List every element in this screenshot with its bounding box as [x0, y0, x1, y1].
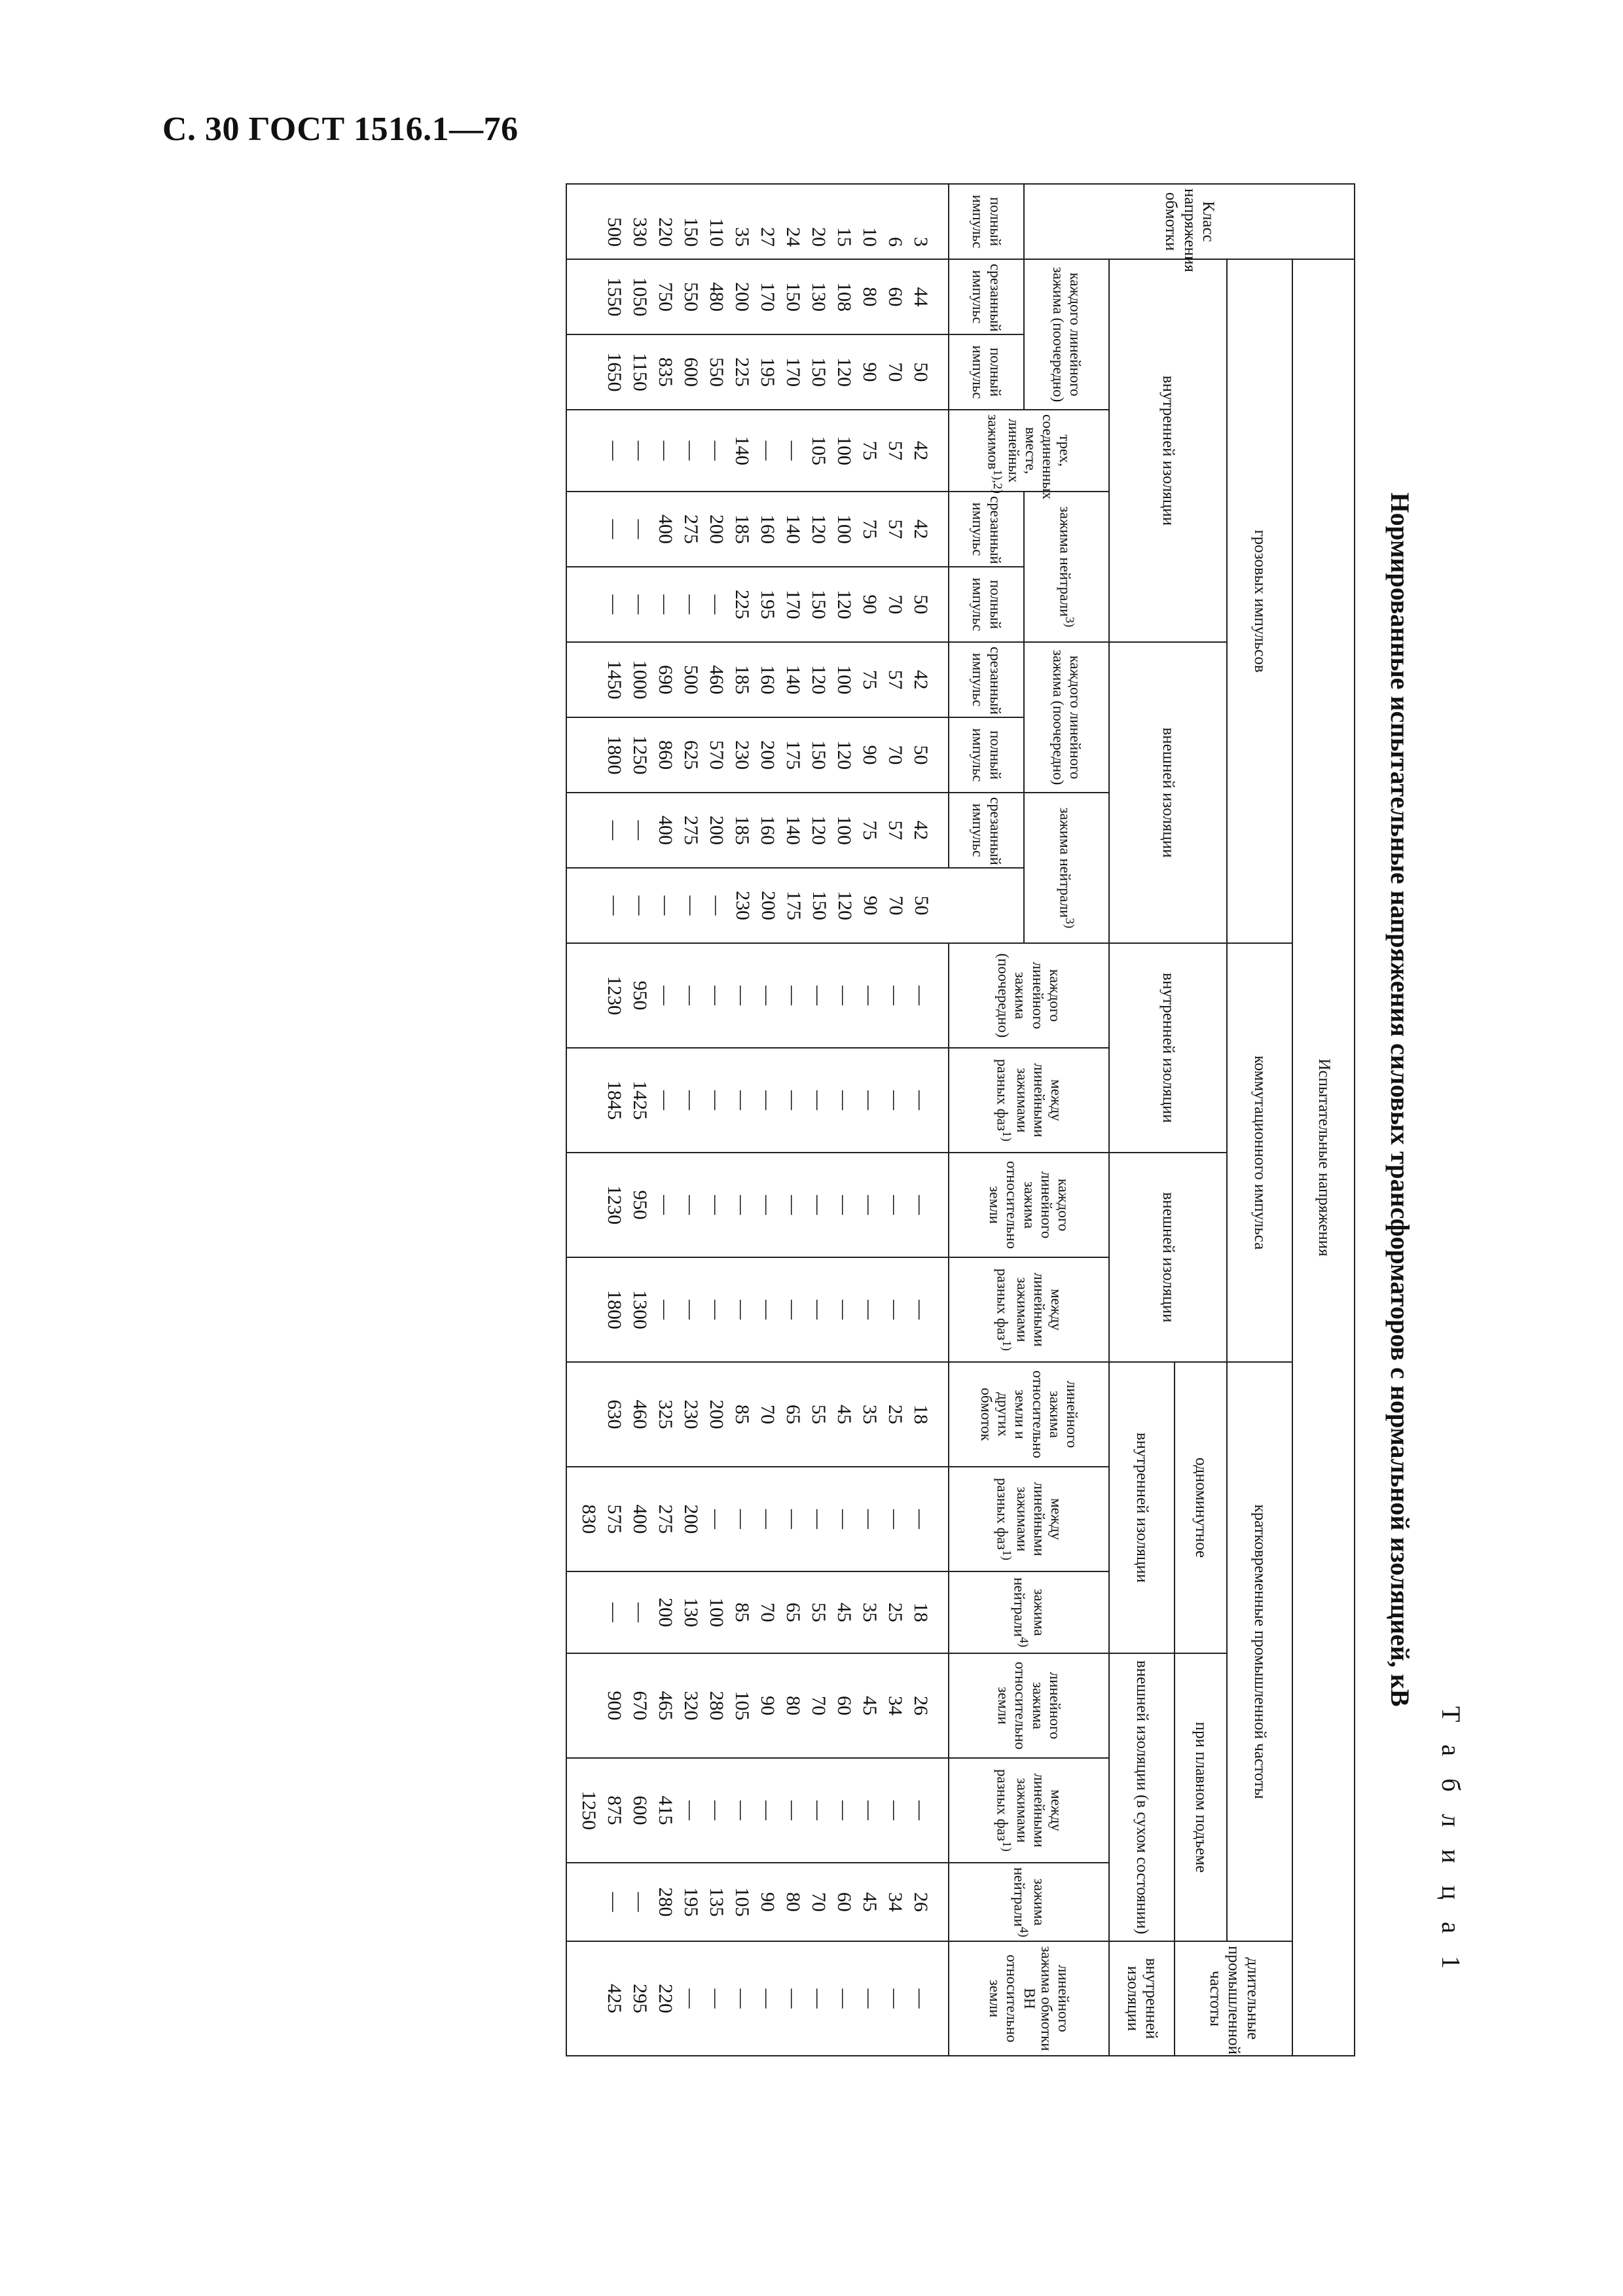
header-lightning-external: внешней изоляции [1109, 642, 1227, 943]
header-st-neutral-text: зажима нейтрали [1011, 1577, 1048, 1637]
header-sr-neutral [949, 1863, 1109, 1941]
header-test-voltages: Испытательные напряжения [1292, 259, 1355, 2056]
header-le-each-full: полный импульс [949, 567, 1024, 642]
page-header: С. 30 ГОСТ 1516.1—76 [162, 111, 519, 148]
header-st-neutral-sup: 4) [1016, 1636, 1030, 1647]
header-sr-between-phases-text: между линейными зажимами разных фаз [993, 1769, 1065, 1848]
header-st-neutral [949, 1571, 1109, 1653]
header-li-neutral [1024, 492, 1109, 642]
header-st-between-phases [949, 1467, 1109, 1571]
header-st-between-phases-text: между линейными зажимами разных фаз [993, 1478, 1065, 1556]
col-li-three-joined-full: 42 57 75 100 105 — — 140 — — — — — [566, 410, 949, 492]
col-li-each-full: 44 60 80 108 130 150 170 200 480 550 750 1050 1550 [566, 259, 949, 334]
header-smooth-rise: при плавном подъеме [1175, 1653, 1227, 1941]
header-li-each-chopped: срезанный импульс [949, 259, 1024, 334]
col-le-each-full: 42 57 75 100 120 140 160 185 460 500 690 1000 1450 [566, 642, 949, 717]
header-sw-between-phases-text: между линейными зажимами разных фаз [993, 1059, 1065, 1138]
header-sw-ext-between-phases-text: между линейными зажимами разных фаз [993, 1268, 1065, 1347]
col-st-line-earth: 18 25 35 45 55 65 70 85 200 230 325 460 630 [566, 1362, 949, 1467]
header-sw-ext-between-phases [949, 1257, 1109, 1362]
header-shortterm-internal: внутренней изоляции [1109, 1362, 1175, 1653]
table-wrap [566, 183, 1355, 2054]
col-st-neutral: 18 25 35 45 55 65 70 85 100 130 200 — — [566, 1571, 949, 1653]
header-sr-neutral-sup: 4) [1016, 1926, 1030, 1937]
header-le-neutral-sup: 3) [1063, 918, 1077, 929]
header-li-neutral-sup: 3) [1063, 617, 1077, 628]
header-sw-between-phases [949, 1048, 1109, 1153]
header-sr-between-phases [949, 1758, 1109, 1863]
header-li-three-joined-text: трех, соединенных вместе, линейных зажимов [985, 414, 1074, 499]
header-le-neutral-chopped: срезанный импульс [949, 793, 1024, 868]
col-le-each-chopped: 50 70 90 120 150 175 200 230 570 625 860 1250 1800 [566, 717, 949, 793]
header-longterm-internal: внутренней изоляции [1109, 1941, 1175, 2056]
col-le-neutral-full: 42 57 75 100 120 140 160 185 200 275 400 — — [566, 793, 949, 868]
header-li-neutral-text: зажима нейтрали [1057, 506, 1074, 617]
col-lt-line-earth: — — — — — — — — — — 220 295 425 [566, 1941, 949, 2056]
header-sr-line-earth: линейного зажима относительно земли [949, 1653, 1109, 1758]
col-sw-ext-between-phases: — — — — — — — — — — — 1300 1800 [566, 1257, 949, 1362]
header-lightning: грозовых импульсов [1227, 259, 1292, 943]
header-lightning-internal: внутренней изоляции [1109, 259, 1227, 642]
col-li-neutral-chopped: 50 70 90 120 150 170 195 225 — — — — — [566, 567, 949, 642]
col-st-between-phases: — — — — — — — — — 200 275 400 575 830 [566, 1467, 949, 1571]
header-le-neutral-text: зажима нейтрали [1057, 807, 1074, 918]
header-smooth-external-dry: внешней изоляции (в сухом состоянии) [1109, 1653, 1175, 1941]
header-sw-each-line: каждого линейного зажима (поочередно) [949, 943, 1109, 1048]
rotated-table-block [196, 183, 1467, 2054]
header-sw-between-phases-sup: 1) [999, 1131, 1013, 1141]
col-sw-int-between-phases: — — — — — — — — — — — 1425 1845 [566, 1048, 949, 1153]
header-switching-internal: внутренней изоляции [1109, 943, 1227, 1153]
header-li-neutral-chopped: срезанный импульс [949, 492, 1024, 567]
col-li-neutral-full: 42 57 75 100 120 140 160 185 200 275 400 — — [566, 492, 949, 567]
header-shortterm: кратковременные промышленной частоты [1227, 1362, 1292, 1941]
col-sr-neutral: 26 34 45 60 70 80 90 105 135 195 280 — — [566, 1863, 949, 1941]
col-sr-between-phases: — — — — — — — — — — 415 600 875 1250 [566, 1758, 949, 1863]
header-sw-ext-between-phases-sup: 1) [999, 1340, 1013, 1351]
header-lt-line-earth: линейного зажима обмотки ВН относительно земли [949, 1941, 1109, 2056]
header-switching-external: внешней изоляции [1109, 1153, 1227, 1362]
col-sw-int-each-line: — — — — — — — — — — — 950 1230 [566, 943, 949, 1048]
header-sr-neutral-text: зажима нейтрали [1011, 1867, 1048, 1927]
header-switching: коммутационного импульса [1227, 943, 1292, 1362]
header-li-three-joined [949, 410, 1109, 499]
header-li-three-joined-sup: 1),2) [991, 469, 1005, 494]
header-le-each-chopped: срезанный импульс [949, 642, 1024, 717]
col-sr-line-earth: 26 34 45 60 70 80 90 105 280 320 465 670 900 [566, 1653, 949, 1758]
header-class: Класс напряжения обмотки [1024, 184, 1355, 259]
header-st-between-phases-sup: 1) [999, 1550, 1013, 1560]
table-label: Т а б л и ц а 1 [1436, 1706, 1466, 1977]
header-li-neutral-full: полный импульс [949, 334, 1024, 410]
col-li-each-chopped: 50 70 90 120 150 170 195 225 550 600 835 1150 1650 [566, 334, 949, 410]
col-sw-ext-each-line: — — — — — — — — — — — 950 1230 [566, 1153, 949, 1257]
header-li-each-full: полный импульс [949, 184, 1024, 259]
table-data-row [566, 184, 949, 2056]
header-longterm: длительные промышленной частоты [1175, 1941, 1292, 2056]
header-le-neutral [1024, 793, 1109, 943]
header-st-line-earth-other: линейного зажима относительно земли и других обмоток [949, 1362, 1109, 1467]
test-voltage-table [566, 183, 1355, 2056]
col-le-neutral-chopped: 50 70 90 120 150 175 200 230 — — — — — [566, 868, 949, 943]
header-li-each-line: каждого линейного зажима (поочередно) [1024, 259, 1109, 410]
table-title: Нормированные испытательные напряжения силовых трансформаторов с нормальной изоляцией, кВ [1385, 492, 1415, 1707]
header-sr-between-phases-sup: 1) [999, 1841, 1013, 1852]
col-winding-class: 3 6 10 15 20 24 27 35 110 150 220 330 500 [566, 184, 949, 259]
header-le-neutral-full: полный импульс [949, 717, 1024, 793]
header-one-minute: одноминутное [1175, 1362, 1227, 1653]
header-le-each-line: каждого линейного зажима (поочередно) [1024, 642, 1109, 793]
header-sw-each-line-earth: каждого линейного зажима относительно земли [949, 1153, 1109, 1257]
